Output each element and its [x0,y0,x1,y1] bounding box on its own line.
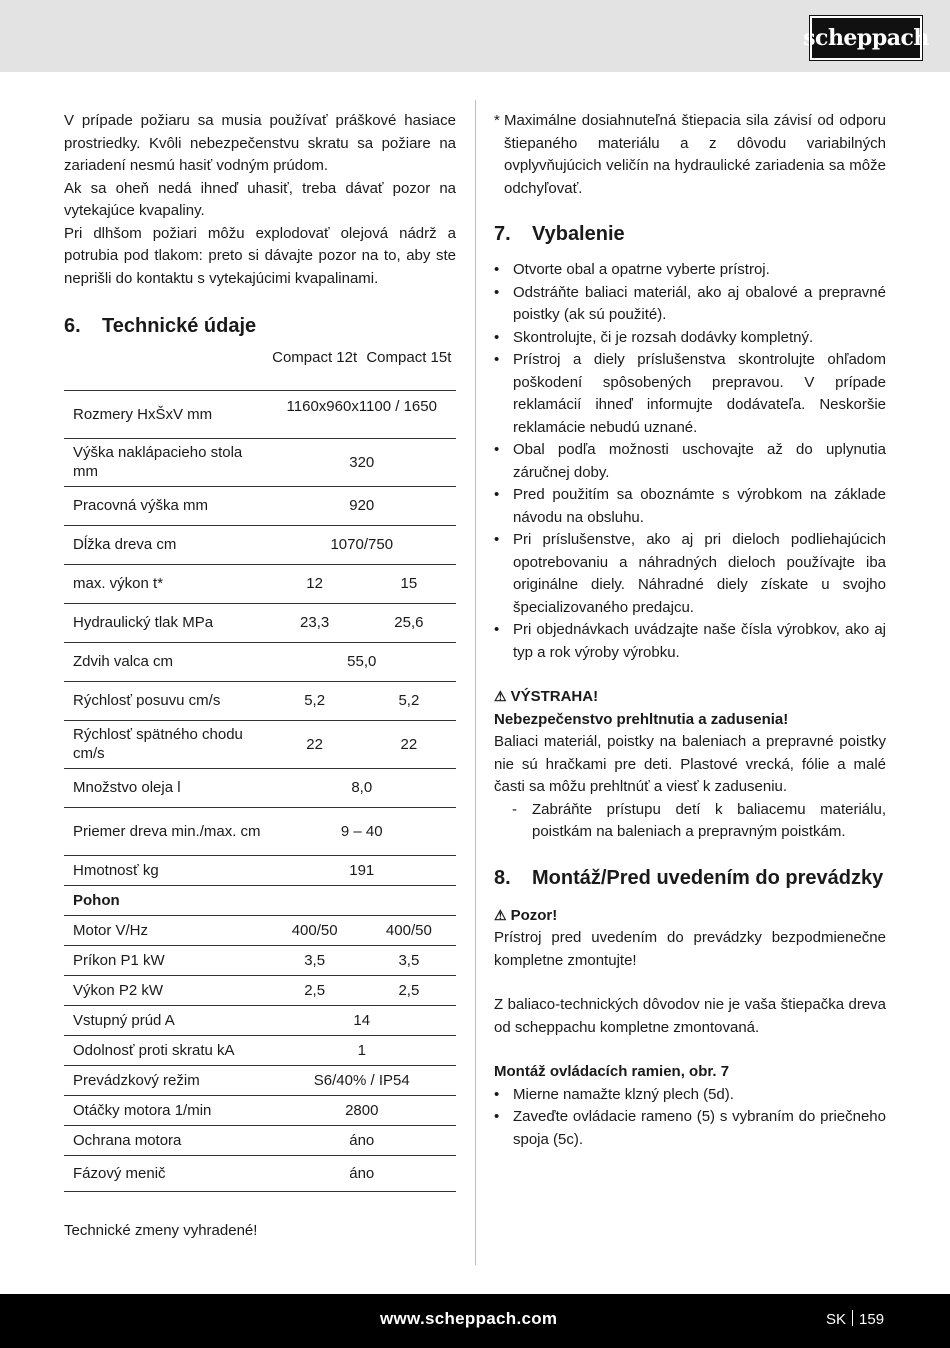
row-label: Ochrana motora [64,1125,268,1155]
left-column [64,110,456,1239]
row-label: Priemer dreva min./max. cm [64,807,268,855]
section-7-heading [494,222,886,246]
table-row [64,807,456,855]
row-label: Rýchlosť posuvu cm/s [64,681,268,720]
right-column [494,110,886,1151]
row-value: 1 [268,1035,456,1065]
row-value: 8,0 [268,768,456,807]
list-item: • Skontrolujte, či je rozsah dodávky kompletný. [494,327,886,350]
row-label: Dĺžka dreva cm [64,525,268,564]
table-row [64,525,456,564]
section-number: 6. [64,315,81,337]
warning-subtitle: Nebezpečenstvo prehltnutia a zadusenia! [494,710,789,728]
section-title: Vybalenie [532,223,625,245]
assembly-subheading: Montáž ovládacích ramien, obr. 7 [494,1063,730,1080]
assembly-paragraph: Z baliaco-technických dôvodov nie je vaša štiepačka dreva od scheppachu kompletne zmontovaná. [494,996,886,1036]
table-row [64,885,456,915]
row-value: 9 – 40 [268,807,456,855]
unpacking-list [494,259,886,664]
max-force-footnote: * Maximálne dosiahnuteľná štiepacia sila závisí od odporu štiepaného materiálu a z dôvodu variabilných ovplyvňujúcich veličín na hydraulické zariadenia sa môže odchyľovať. [494,112,886,197]
table-header-row [64,348,456,390]
list-item: • Prístroj a diely príslušenstva skontrolujte ohľadom poškodení spôsobených prepravou. V prípade reklamácií ihneď informujte dodávateľa. Neskoršie reklamácie nebudú uznané. [494,349,886,439]
row-label: Prevádzkový režim [64,1065,268,1095]
warning-block [494,685,886,844]
list-item: • Zaveďte ovládacie rameno (5) s vybraním do priečneho spoja (5c). [494,1106,886,1151]
table-row [64,642,456,681]
warning-icon: ⚠ [494,688,507,704]
table-row [64,1065,456,1095]
row-label: Množstvo oleja l [64,768,268,807]
caution-text: Prístroj pred uvedením do prevádzky bezpodmienečne kompletne zmontujte! [494,929,886,969]
row-value-v2: 25,6 [362,603,456,642]
section-number: 8. [494,866,511,889]
col-header-15t: Compact 15t [362,348,456,390]
row-value: 14 [268,1005,456,1035]
row-value-v1: 22 [268,720,362,768]
row-value-v1: 5,2 [268,681,362,720]
row-label: Motor V/Hz [64,915,268,945]
section-8-heading [494,866,886,890]
fire-paragraph-2: Ak sa oheň nedá ihneď uhasiť, treba dávať pozor na vytekajúce kvapaliny. [64,179,456,219]
row-value: áno [268,1125,456,1155]
table-row [64,564,456,603]
row-value: áno [268,1155,456,1191]
row-label: Rozmery HxŠxV mm [64,390,268,438]
row-label: Pohon [64,885,268,915]
row-value: 55,0 [268,642,456,681]
row-label: Pracovná výška mm [64,486,268,525]
website-link[interactable]: www.scheppach.com [380,1309,558,1328]
list-item: • Otvorte obal a opatrne vyberte prístroj. [494,259,886,282]
row-label: Výška naklápacieho stola mm [64,438,268,486]
table-row [64,1005,456,1035]
row-value: 320 [268,438,456,486]
table-row [64,681,456,720]
table-row [64,1095,456,1125]
table-row [64,945,456,975]
row-value: S6/40% / IP54 [268,1065,456,1095]
row-value: 2800 [268,1095,456,1125]
caution-title: ⚠ Pozor! [494,906,558,924]
footer-bar [0,1294,950,1348]
row-label: Príkon P1 kW [64,945,268,975]
caution-icon: ⚠ [494,906,507,923]
table-row [64,915,456,945]
row-value-v1: 12 [268,564,362,603]
row-value-v1: 23,3 [268,603,362,642]
section-6-heading [64,314,456,338]
fire-paragraph-3: Pri dlhšom požiari môžu explodovať olejová nádrž a potrubia pod tlakom: preto si dávajte pozor na to, aby ste neprišli do kontaktu s vytekajúcimi kvapalinami. [64,224,456,287]
row-value-v1: 400/50 [268,915,362,945]
column-divider [475,100,476,1265]
table-row [64,390,456,438]
row-value-v2: 2,5 [362,975,456,1005]
scheppach-logo: scheppach [810,16,922,60]
table-row [64,486,456,525]
col-header-12t: Compact 12t [268,348,362,390]
row-value-v2: 15 [362,564,456,603]
list-item: • Obal podľa možnosti uschovajte až do uplynutia záručnej doby. [494,439,886,484]
row-label: Fázový menič [64,1155,268,1191]
table-row [64,603,456,642]
row-label: Výkon P2 kW [64,975,268,1005]
table-row [64,1125,456,1155]
table-row [64,438,456,486]
list-item: • Pri objednávkach uvádzajte naše čísla výrobkov, ako aj typ a rok výroby výrobku. [494,619,886,664]
list-item: • Pri príslušenstve, ako aj pri dieloch podliehajúcich opotrebovaniu a náhradných dieloch používajte iba originálne diely. Náhradné diely získate u svojho špecializovaného predajcu. [494,529,886,619]
row-value-v2: 3,5 [362,945,456,975]
warning-title: ⚠ VÝSTRAHA! [494,688,599,705]
row-value-v2: 400/50 [362,915,456,945]
row-value: 920 [268,486,456,525]
row-label: max. výkon t* [64,564,268,603]
row-value-v1: 2,5 [268,975,362,1005]
list-item: • Pred použitím sa oboznámte s výrobkom na základe návodu na obsluhu. [494,484,886,529]
row-value-v2: 5,2 [362,681,456,720]
header-bar [0,0,950,72]
table-row [64,975,456,1005]
tech-data-table [64,348,456,1192]
row-value-v2: 22 [362,720,456,768]
row-label: Hmotnosť kg [64,855,268,885]
row-value: 1160x960x1100 / 1650 [268,390,456,438]
assembly-list [494,1084,886,1152]
section-title: Technické údaje [102,315,257,337]
row-value: 191 [268,855,456,885]
table-row [64,1035,456,1065]
row-value-v1: 3,5 [268,945,362,975]
fire-paragraph-1: V prípade požiaru sa musia používať práškové hasiace prostriedky. Kvôli nebezpečenstvu skratu sa požiare na zariadení nesmú hasiť vodným prúdom. [64,112,456,174]
row-label: Odolnosť proti skratu kA [64,1035,268,1065]
warning-list-item: - Zabráňte prístupu detí k baliacemu materiálu, poistkám na baleniach a prepravným poistkám. [512,800,886,840]
warning-text: Baliaci materiál, poistky na baleniach a prepravné poistky nie sú hračkami pre deti. Plastové vrecká, fólie a malé časti sa môžu prehltnúť a viesť k zaduseniu. [494,733,886,795]
table-row [64,1155,456,1191]
table-row [64,855,456,885]
row-label: Zdvih valca cm [64,642,268,681]
table-row [64,720,456,768]
row-label: Rýchlosť spätného chodu cm/s [64,720,268,768]
section-number: 7. [494,223,511,245]
caution-block [494,904,886,973]
row-label: Hydraulický tlak MPa [64,603,268,642]
row-label: Otáčky motora 1/min [64,1095,268,1125]
table-row [64,768,456,807]
section-title: Montáž/Pred uvedením do prevádzky [532,866,884,889]
row-label: Vstupný prúd A [64,1005,268,1035]
technical-changes-note: Technické zmeny vyhradené! [64,1222,258,1239]
list-item: • Odstráňte baliaci materiál, ako aj obalové a prepravné poistky (ak sú použité). [494,282,886,327]
page-number: SK 159 [826,1311,885,1328]
row-value: 1070/750 [268,525,456,564]
list-item: • Mierne namažte klzný plech (5d). [494,1084,886,1107]
